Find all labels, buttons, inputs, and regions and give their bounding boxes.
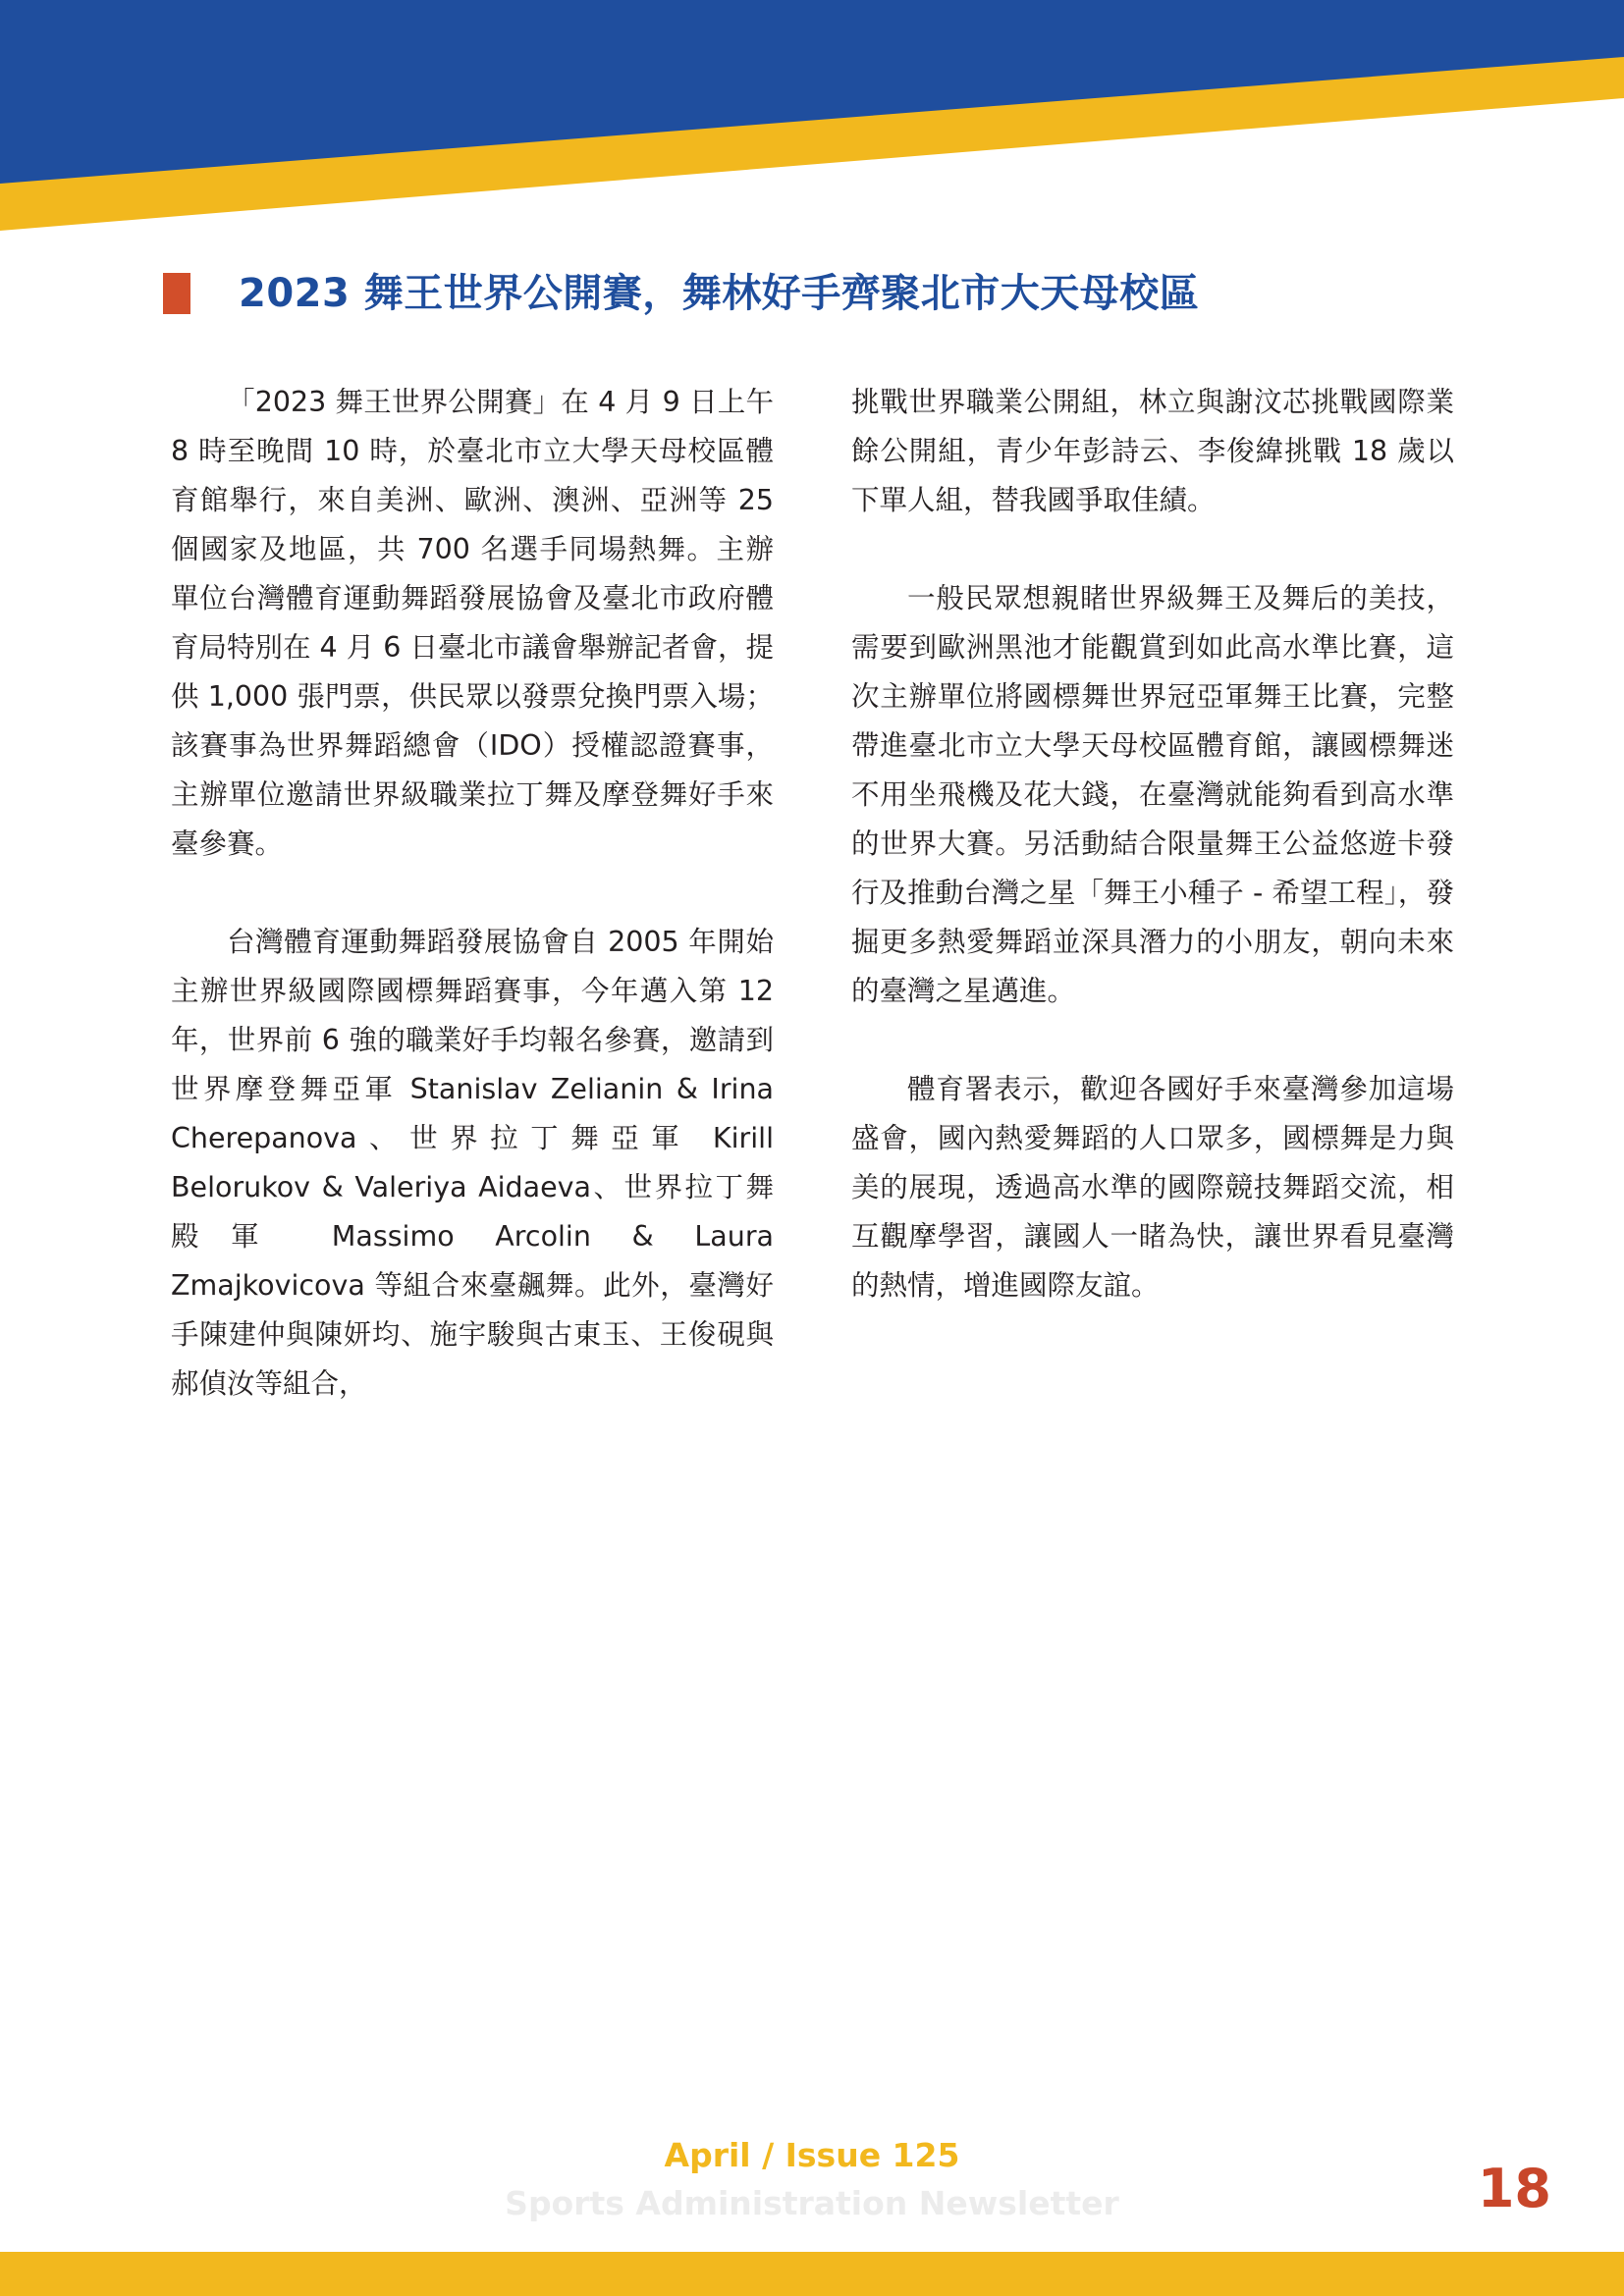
footer-bar	[0, 2252, 1624, 2296]
article-title: 2023 舞王世界公開賽，舞林好手齊聚北市大天母校區	[239, 271, 1200, 316]
page-number: 18	[1477, 2158, 1551, 2219]
footer-issue: April / Issue 125	[664, 2136, 960, 2174]
article-paragraph-3: 一般民眾想親睹世界級舞王及舞后的美技，需要到歐洲黑池才能觀賞到如此高水準比賽，這次主辦單位將國標舞世界冠亞軍舞王比賽，完整帶進臺北市立大學天母校區體育館，讓國標舞迷不用坐飛機及花大錢，在臺灣就能夠看到高水準的世界大賽。另活動結合限量舞王公益悠遊卡發行及推動台灣之星「舞王小種子 - 希望工程」，發掘更多熱愛舞蹈並深具潛力的小朋友，朝向未來的臺灣之星邁進。	[851, 582, 1454, 1007]
article-column-right	[851, 378, 1454, 1360]
article-paragraph-4: 體育署表示，歡迎各國好手來臺灣參加這場盛會，國內熱愛舞蹈的人口眾多，國標舞是力與美的展現，透過高水準的國際競技舞蹈交流，相互觀摩學習，讓國人一睹為快，讓世界看見臺灣的熱情，增進國際友誼。	[851, 1073, 1454, 1302]
article-paragraph-1: 「2023 舞王世界公開賽」在 4 月 9 日上午 8 時至晚間 10 時，於臺北市立大學天母校區體育館舉行，來自美洲、歐洲、澳洲、亞洲等 25 個國家及地區，共 700 名選手同場熱舞。主辦單位台灣體育運動舞蹈發展協會及臺北市政府體育局特別在 4 月 6 日臺北市議會舉辦記者會，提供 1,000 張門票，供民眾以發票兌換門票入場；該賽事為世界舞蹈總會（IDO）授權認證賽事，主辦單位邀請世界級職業拉丁舞及摩登舞好手來臺參賽。	[171, 386, 775, 860]
header-band	[0, 0, 1624, 236]
article-paragraph-2: 台灣體育運動舞蹈發展協會自 2005 年開始主辦世界級國際國標舞蹈賽事，今年邁入第 12 年，世界前 6 強的職業好手均報名參賽，邀請到世界摩登舞亞軍 Stanislav Zelianin & Irina Cherepanova、世界拉丁舞亞軍 Kirill Belorukov & Valeriya Aidaeva、世界拉丁舞殿軍 Massimo Arcolin & Laura Zmajkovicova 等組合來臺飆舞。此外，臺灣好手陳建仲與陳妍均、施宇駿與古東玉、王俊硯與郝偵汝等組合，	[171, 926, 774, 1400]
footer-newsletter-name: Sports Administration Newsletter	[505, 2184, 1119, 2222]
article-paragraph-2-continued: 挑戰世界職業公開組，林立與謝汶芯挑戰國際業餘公開組，青少年彭詩云、李俊緯挑戰 18 歲以下單人組，替我國爭取佳績。	[851, 386, 1454, 516]
article-title-row	[163, 263, 1469, 324]
title-marker-icon	[163, 273, 190, 314]
article-column-left	[171, 378, 774, 1458]
